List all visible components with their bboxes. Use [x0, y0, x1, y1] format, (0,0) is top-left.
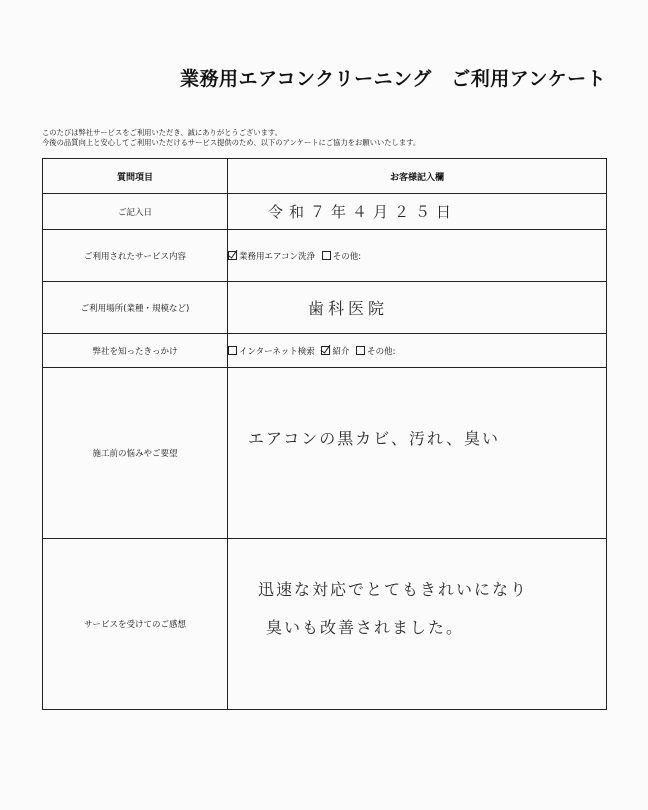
checkbox-icon[interactable] — [322, 251, 331, 260]
survey-table — [42, 158, 607, 710]
table-header-row — [43, 159, 607, 194]
table-row-impressions — [43, 539, 607, 710]
question-impressions: サービスを受けてのご感想 — [43, 539, 228, 710]
option-aircon-cleaning[interactable]: 業務用エアコン洗浄 — [228, 252, 315, 262]
answer-place[interactable] — [228, 282, 607, 334]
option-service-other[interactable]: その他: — [322, 252, 361, 262]
answer-service — [228, 230, 607, 282]
question-service: ご利用されたサービス内容 — [43, 230, 228, 282]
table-row-service — [43, 230, 607, 282]
checkbox-icon[interactable] — [356, 346, 365, 355]
handwritten-impressions-line-1: 迅速な対応でとてもきれいになり — [258, 580, 529, 599]
question-date: ご記入日 — [43, 194, 228, 230]
intro-line-2: 今後の品質向上と安心してご利用いただけるサービス提供のため、以下のアンケートにご協力をお願いいたします。 — [42, 138, 421, 147]
answer-source — [228, 334, 607, 368]
question-concerns: 施工前の悩みやご要望 — [43, 368, 228, 539]
table-row-place — [43, 282, 607, 334]
survey-title: 業務用エアコンクリーニング ご利用アンケート — [180, 68, 607, 90]
answer-date[interactable] — [228, 194, 607, 230]
checkbox-checked-icon[interactable] — [321, 346, 330, 355]
header-question: 質問項目 — [43, 159, 228, 194]
table-row-date — [43, 194, 607, 230]
handwritten-impressions-line-2: 臭いも改善されました。 — [266, 618, 465, 637]
header-answer: お客様記入欄 — [228, 159, 607, 194]
checkbox-checked-icon[interactable] — [228, 251, 237, 260]
handwritten-concerns: エアコンの黒カビ、汚れ、臭い — [248, 429, 501, 448]
handwritten-date: 令和７年４月２５日 — [268, 203, 458, 221]
option-source-other[interactable]: その他: — [356, 347, 395, 357]
answer-impressions[interactable] — [228, 539, 607, 710]
question-source: 弊社を知ったきっかけ — [43, 334, 228, 368]
question-place: ご利用場所(業種・規模など) — [43, 282, 228, 334]
checkbox-icon[interactable] — [228, 346, 237, 355]
table-row-source — [43, 334, 607, 368]
handwritten-place: 歯科医院 — [308, 299, 389, 318]
option-internet-search[interactable]: インターネット検索 — [228, 347, 315, 357]
intro-line-1: このたびは弊社サービスをご利用いただき、誠にありがとうございます。 — [42, 128, 282, 137]
intro-text — [42, 128, 632, 148]
table-row-concerns — [43, 368, 607, 539]
option-referral[interactable]: 紹介 — [321, 347, 349, 357]
answer-concerns[interactable] — [228, 368, 607, 539]
